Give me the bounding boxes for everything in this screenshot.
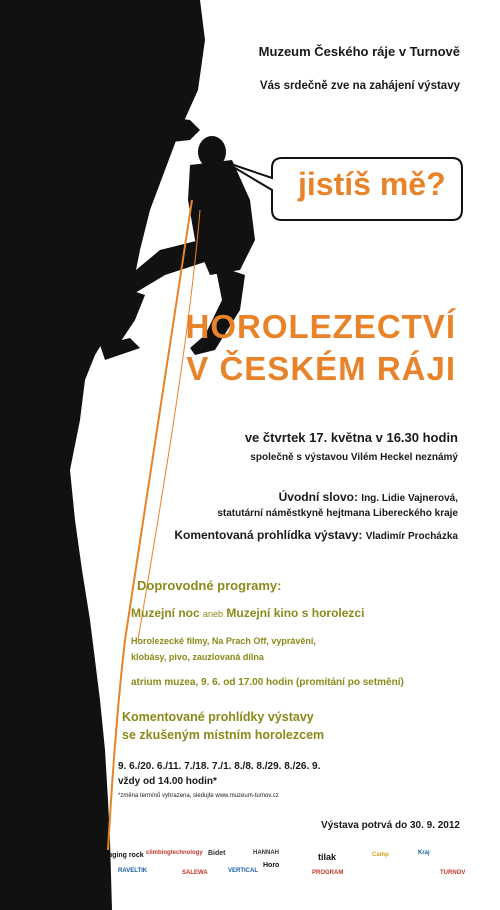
invite-line: Vás srdečně zve na zahájení výstavy bbox=[259, 80, 460, 92]
sponsor-logo: Horo bbox=[263, 862, 280, 869]
sponsor-logo: Kraj bbox=[418, 850, 430, 856]
intro-role: statutární náměstkyně hejtmana Libereckého kraje bbox=[217, 508, 458, 519]
tour-dates: 9. 6./20. 6./11. 7./18. 7./1. 8./8. 8./29. 8./26. 9. bbox=[118, 761, 321, 772]
sponsor-logo: HANNAH bbox=[253, 850, 279, 856]
program-desc-1: Horolezecké filmy, Na Prach Off, vyprávění, bbox=[131, 636, 316, 646]
tours-line-1: Komentované prohlídky výstavy bbox=[122, 710, 314, 724]
museum-night-line bbox=[131, 606, 364, 620]
museum-night-or: aneb bbox=[203, 609, 224, 619]
program-desc-2: klobásy, pivo, zauzlovaná dílna bbox=[131, 652, 264, 662]
sponsor-logo: singing rock bbox=[102, 852, 144, 859]
museum-night: Muzejní noc bbox=[131, 606, 200, 620]
event-date: ve čtvrtek 17. května v 16.30 hodin bbox=[244, 430, 458, 445]
bubble-text: jistíš mě? bbox=[298, 166, 446, 202]
sponsor-logo: Bidet bbox=[208, 850, 226, 857]
tour-name: Vladimír Procházka bbox=[365, 531, 458, 542]
sponsor-logo: climbingtechnology bbox=[146, 850, 203, 856]
exhibition-title-line2: V ČESKÉM RÁJI bbox=[186, 350, 456, 387]
schedule-note: *změna termínů vyhrazena, sledujte www.muzeum-turnov.cz bbox=[118, 793, 279, 799]
museum-cinema: Muzejní kino s horolezci bbox=[226, 606, 365, 620]
sponsor-logo: RAVELTIK bbox=[118, 868, 148, 874]
tour-label: Komentovaná prohlídka výstavy: bbox=[174, 528, 363, 542]
event-with: společně s výstavou Vilém Heckel neznámý bbox=[250, 452, 458, 463]
exhibition-title-line1: HOROLEZECTVÍ bbox=[185, 308, 456, 345]
exhibition-duration: Výstava potrvá do 30. 9. 2012 bbox=[321, 820, 460, 831]
intro-line bbox=[279, 490, 458, 504]
tour-line bbox=[174, 528, 458, 542]
sponsor-logo: SALEWA bbox=[182, 870, 208, 876]
intro-name: Ing. Lidie Vajnerová, bbox=[361, 493, 458, 504]
sponsor-logo: PROGRAM bbox=[312, 870, 344, 876]
sponsor-strip bbox=[100, 848, 480, 898]
programs-heading: Doprovodné programy: bbox=[137, 578, 282, 593]
sponsor-logo: Camp bbox=[372, 852, 389, 858]
museum-name: Muzeum Českého ráje v Turnově bbox=[258, 44, 460, 59]
tour-time: vždy od 14.00 hodin* bbox=[118, 776, 217, 787]
program-place: atrium muzea, 9. 6. od 17.00 hodin (promítání po setmění) bbox=[131, 677, 404, 688]
tours-line-2: se zkušeným místním horolezcem bbox=[122, 728, 325, 742]
sponsor-logo: tilak bbox=[318, 852, 337, 862]
sponsor-logo: VERTICAL bbox=[228, 868, 258, 874]
intro-label: Úvodní slovo: bbox=[278, 490, 358, 504]
sponsor-logo: TURNOV bbox=[440, 870, 466, 876]
